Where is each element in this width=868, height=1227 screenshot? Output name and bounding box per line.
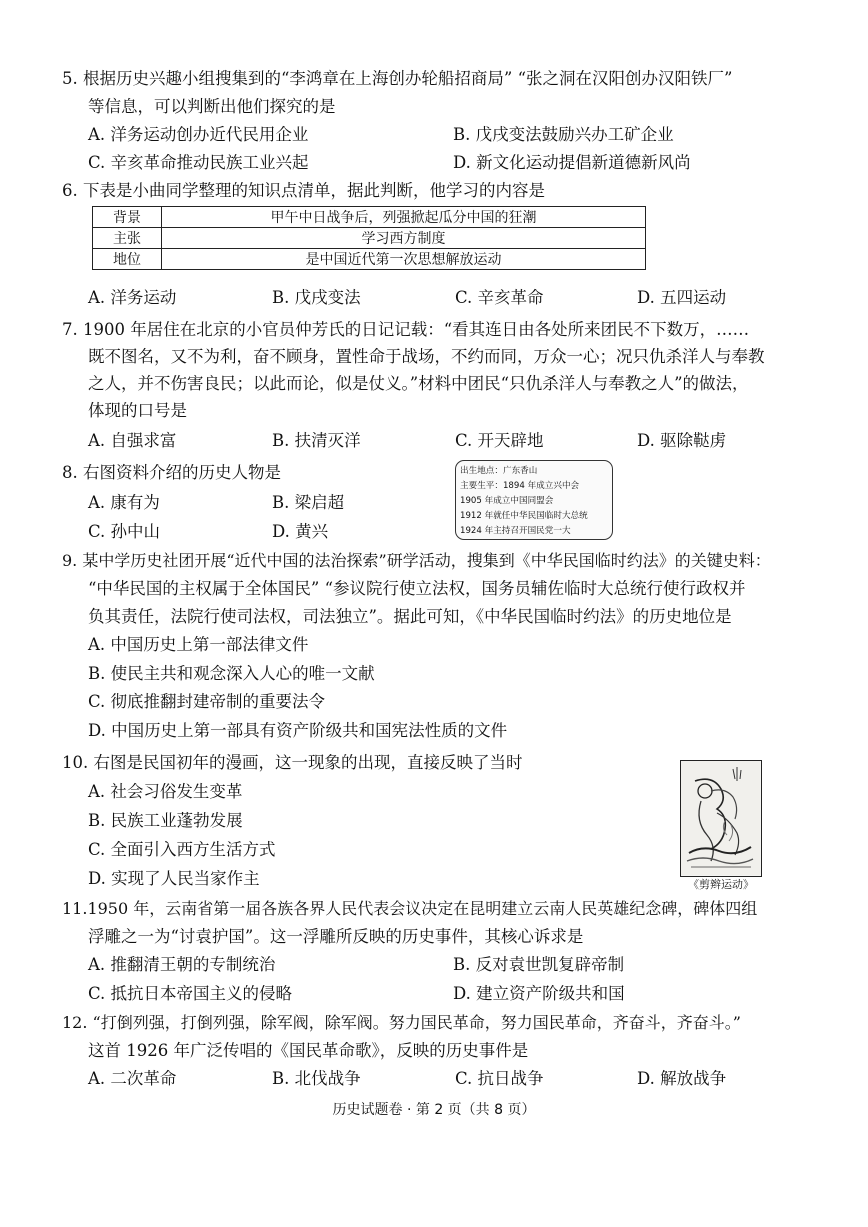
q8-option-d: D. 黄兴	[272, 522, 329, 541]
q9-stem-line1: 9. 某中学历史社团开展“近代中国的法治探索”研学活动，搜集到《中华民国临时约法》的关键史料：	[62, 551, 771, 570]
q7-stem-line4: 体现的口号是	[88, 401, 187, 420]
cartoon-drawing	[681, 761, 760, 875]
q12-stem-line2: 这首 1926 年广泛传唱的《国民革命歌》，反映的历史事件是	[88, 1041, 529, 1060]
table-row	[93, 207, 646, 228]
q8-option-b: B. 梁启超	[272, 493, 345, 512]
q10-cartoon-illustration	[680, 760, 762, 877]
q5-stem-line2: 等信息，可以判断出他们探究的是	[88, 97, 336, 116]
q12-option-a: A. 二次革命	[88, 1069, 177, 1088]
q11-option-d: D. 建立资产阶级共和国	[453, 984, 625, 1003]
q8-option-a: A. 康有为	[88, 493, 160, 512]
q6-option-d: D. 五四运动	[637, 288, 727, 307]
q6-option-c: C. 辛亥革命	[455, 288, 544, 307]
q7-option-b: B. 扶清灭洋	[272, 431, 361, 450]
table-row	[93, 249, 646, 270]
table-key-cell: 地位	[93, 249, 162, 270]
biography-line: 1924 年主持召开国民党一大	[460, 526, 571, 536]
q12-option-b: B. 北伐战争	[272, 1069, 361, 1088]
q11-option-b: B. 反对袁世凯复辟帝制	[453, 955, 625, 974]
biography-line: 主要生平：1894 年成立兴中会	[460, 481, 580, 491]
page-footer: 历史试题卷 · 第 2 页（共 8 页）	[332, 1102, 536, 1118]
q7-option-d: D. 驱除鞑虏	[637, 431, 727, 450]
q8-option-c: C. 孙中山	[88, 522, 161, 541]
q11-stem-line1: 11.1950 年，云南省第一届各族各界人民代表会议决定在昆明建立云南人民英雄纪念碑，碑体四组	[62, 899, 758, 918]
q9-option-b: B. 使民主共和观念深入人心的唯一文献	[88, 664, 375, 683]
q12-option-d: D. 解放战争	[637, 1069, 727, 1088]
q7-option-a: A. 自强求富	[88, 431, 177, 450]
q9-option-a: A. 中国历史上第一部法律文件	[88, 635, 309, 654]
q9-stem-line2: “中华民国的主权属于全体国民” “参议院行使立法权，国务员辅佐临时大总统行使行政权并	[88, 579, 746, 598]
q5-stem-line1: 5. 根据历史兴趣小组搜集到的“李鸿章在上海创办轮船招商局” “张之洞在汉阳创办汉阳铁厂”	[62, 69, 733, 88]
q10-stem: 10. 右图是民国初年的漫画，这一现象的出现，直接反映了当时	[62, 753, 523, 772]
table-key-cell: 背景	[93, 207, 162, 228]
q10-option-b: B. 民族工业蓬勃发展	[88, 811, 243, 830]
table-value-cell: 甲午中日战争后，列强掀起瓜分中国的狂潮	[162, 207, 646, 228]
q8-biography-card	[455, 460, 613, 540]
q10-cartoon-caption: 《剪辫运动》	[688, 878, 754, 891]
biography-line: 1912 年就任中华民国临时大总统	[460, 511, 588, 521]
q12-option-c: C. 抗日战争	[455, 1069, 544, 1088]
table-value-cell: 学习西方制度	[162, 228, 646, 249]
q7-stem-line3: 之人，并不伤害良民；以此而论，似是仗义。”材料中团民“只仇杀洋人与奉教之人”的做法，	[88, 374, 749, 393]
q10-option-d: D. 实现了人民当家作主	[88, 869, 260, 888]
q6-knowledge-table	[92, 206, 646, 270]
q11-option-c: C. 抵抗日本帝国主义的侵略	[88, 984, 293, 1003]
biography-line: 1905 年成立中国同盟会	[460, 496, 554, 506]
q8-stem: 8. 右图资料介绍的历史人物是	[62, 463, 281, 482]
q5-option-b: B. 戊戌变法鼓励兴办工矿企业	[453, 125, 674, 144]
biography-line: 出生地点：广东香山	[460, 466, 538, 476]
q9-option-c: C. 彻底推翻封建帝制的重要法令	[88, 692, 326, 711]
q6-option-a: A. 洋务运动	[88, 288, 177, 307]
q10-option-c: C. 全面引入西方生活方式	[88, 840, 276, 859]
q5-option-d: D. 新文化运动提倡新道德新风尚	[453, 153, 691, 172]
q9-option-d: D. 中国历史上第一部具有资产阶级共和国宪法性质的文件	[88, 721, 508, 740]
q11-stem-line2: 浮雕之一为“讨袁护国”。这一浮雕所反映的历史事件，其核心诉求是	[88, 927, 584, 946]
q5-option-c: C. 辛亥革命推动民族工业兴起	[88, 153, 309, 172]
q7-stem-line2: 既不图名，又不为利，奋不顾身，置性命于战场，不约而同，万众一心；况只仇杀洋人与奉教	[88, 347, 765, 366]
q7-option-c: C. 开天辟地	[455, 431, 544, 450]
q6-stem: 6. 下表是小曲同学整理的知识点清单，据此判断，他学习的内容是	[62, 181, 545, 200]
q6-option-b: B. 戊戌变法	[272, 288, 361, 307]
q7-stem-line1: 7. 1900 年居住在北京的小官员仲芳氏的日记记载：“看其连日由各处所来团民不下数万，……	[62, 320, 750, 339]
table-row	[93, 228, 646, 249]
q10-option-a: A. 社会习俗发生变革	[88, 782, 243, 801]
table-value-cell: 是中国近代第一次思想解放运动	[162, 249, 646, 270]
q9-stem-line3: 负其责任，法院行使司法权，司法独立”。据此可知，《中华民国临时约法》的历史地位是	[88, 607, 732, 626]
q5-option-a: A. 洋务运动创办近代民用企业	[88, 125, 309, 144]
q12-stem-line1: 12. “打倒列强，打倒列强，除军阀，除军阀。努力国民革命，努力国民革命，齐奋斗，齐奋斗。”	[62, 1013, 741, 1032]
table-key-cell: 主张	[93, 228, 162, 249]
q11-option-a: A. 推翻清王朝的专制统治	[88, 955, 276, 974]
